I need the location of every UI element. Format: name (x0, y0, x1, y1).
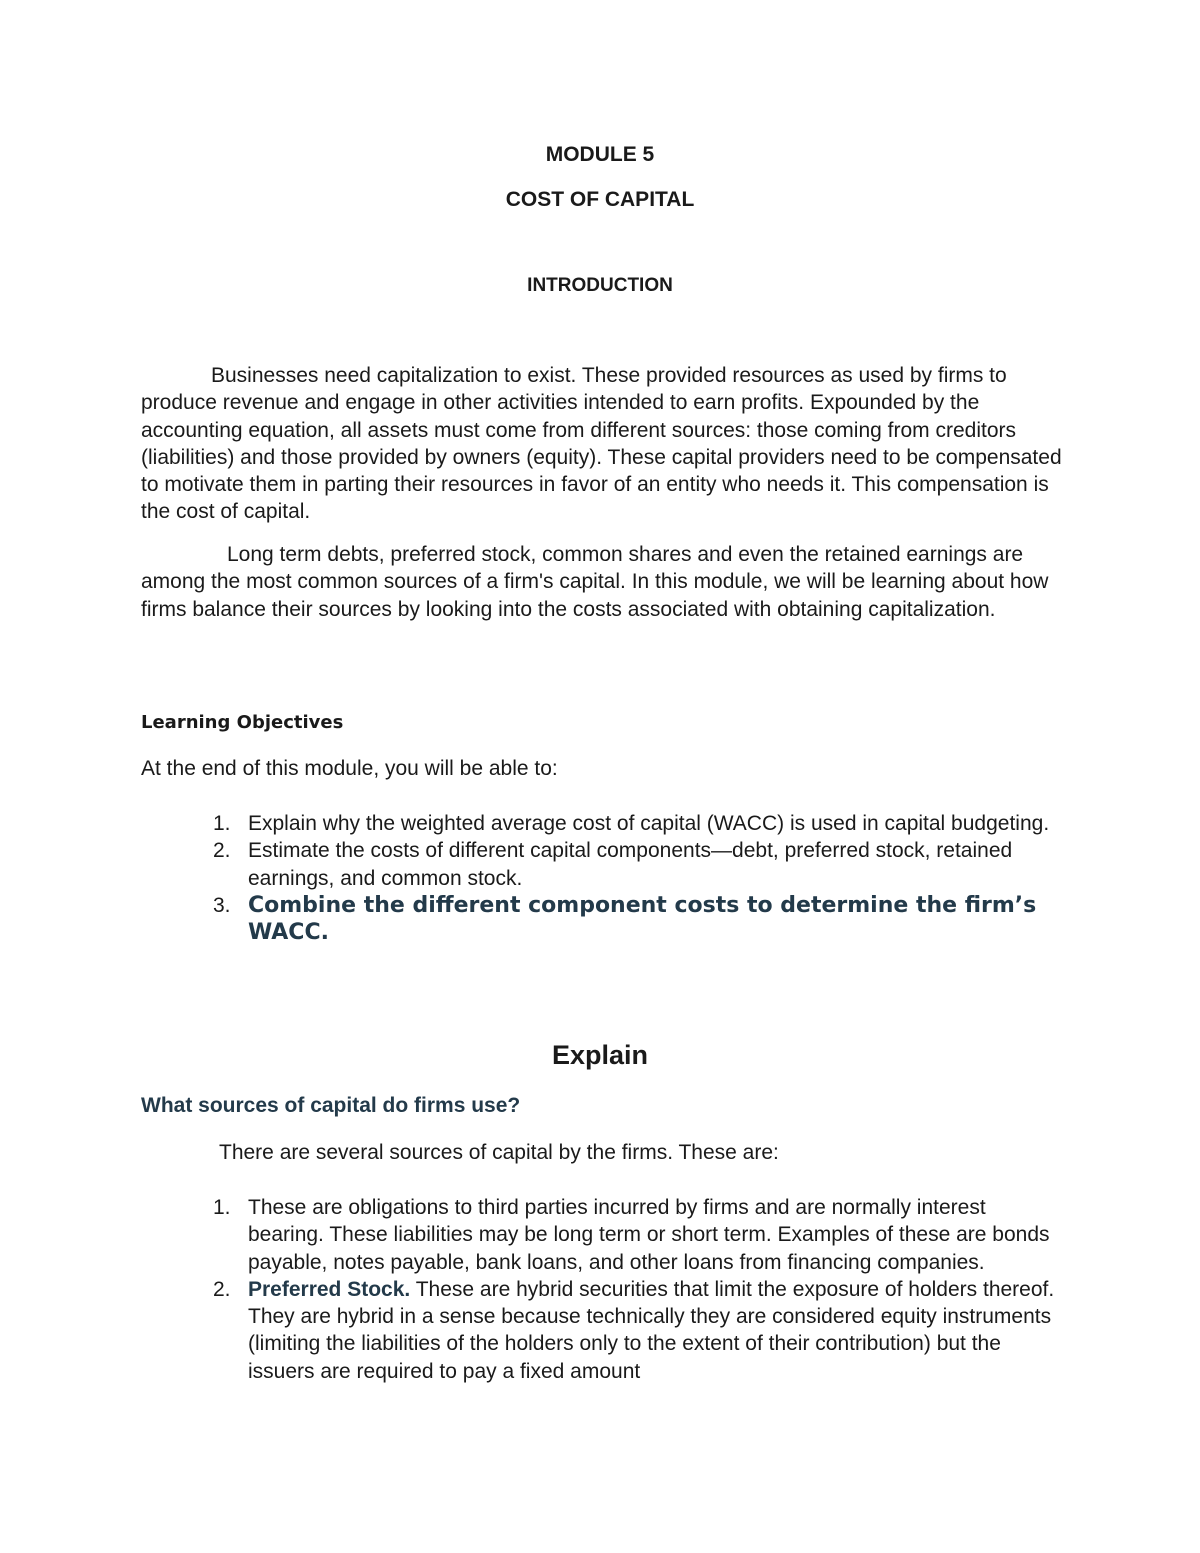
list-item-text: Estimate the costs of different capital components—debt, preferred stock, retained earnings, and common stock. (248, 839, 1013, 890)
list-item (141, 1194, 1066, 1276)
introduction-heading: INTRODUCTION (527, 275, 673, 296)
learning-objectives-list (141, 810, 1066, 946)
explain-heading: Explain (551, 1040, 649, 1070)
list-item-text: Explain why the weighted average cost of capital (WACC) is used in capital budgeting. (248, 812, 1050, 835)
list-number: 2. (213, 839, 231, 863)
list-item-term: Preferred Stock. (248, 1277, 411, 1301)
capital-sources-list (141, 1194, 1066, 1385)
list-number: 3. (213, 893, 231, 917)
list-item-text: Combine the different component costs to determine the firm’s WACC. (248, 892, 1037, 946)
list-item (141, 837, 1066, 892)
introduction-paragraph-2: Long term debts, preferred stock, common shares and even the retained earnings are among the most common sources of a firm's capital. In this module, we will be learning about how firms balance their sources by looking into the costs associated with obtaining capitalization. (141, 543, 1049, 621)
module-number: MODULE 5 (545, 143, 655, 166)
list-number: 1. (213, 812, 231, 835)
list-item-text: These are hybrid securities that limit the exposure of holders thereof. They are hybrid in a sense because technically they are considered equity instruments (limiting the liabilities of the holders only to the extent of their contribution) but the issuers are required to pay a fixed amount (248, 1277, 1055, 1383)
introduction-paragraph-1: Businesses need capitalization to exist. These provided resources as used by firms to produce revenue and engage in other activities intended to earn profits. Expounded by the accounting equation, all assets must come from different sources: those coming from creditors (liabilities) and those provided by owners (equity). These capital providers need to be compensated to motivate them in parting their resources in favor of an entity who needs it. This compensation is the cost of capital. (141, 364, 1062, 524)
list-item (141, 892, 1066, 947)
list-item (141, 810, 1066, 837)
document-title: COST OF CAPITAL (505, 188, 695, 211)
list-item-text: These are obligations to third parties incurred by firms and are normally interest bearing. These liabilities may be long term or short term. Examples of these are bonds payable, notes payable, bank loans, and other loans from financing companies. (248, 1196, 1050, 1274)
list-number: 2. (213, 1277, 231, 1301)
learning-objectives-intro: At the end of this module, you will be able to: (141, 757, 558, 780)
list-number: 1. (213, 1196, 231, 1219)
sources-intro: There are several sources of capital by the firms. These are: (219, 1141, 779, 1164)
list-item (141, 1276, 1066, 1385)
sources-question: What sources of capital do firms use? (141, 1094, 521, 1117)
learning-objectives-heading: Learning Objectives (141, 712, 344, 733)
